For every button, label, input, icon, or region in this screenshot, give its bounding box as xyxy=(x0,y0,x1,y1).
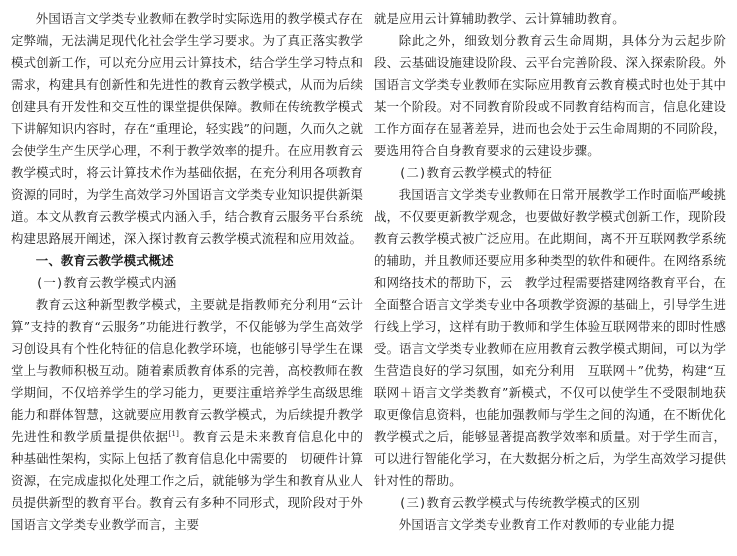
paragraph-features: 我国语言文学类专业教师在日常开展教学工作时面临严峻挑战，不仅要更新教学观念，也要做好教学模式创新工作，现阶段教育云教学模式被广泛应用。在此期间，离不开互联网教学系统的辅助，并且教师还要应用多种类型的软件和硬件。在网络系统和网络技术的帮助下，云 教学过程需要搭建网络教育平台，在全面整合语言文学类专业中各项教学资源的基础上，引导学生进行线上学习，这样有助于教师和学生体验互联网带来的即时性感受。语言文学类专业教师在应用教育云教学模式期间，可以为学生营造良好的学习氛围，如充分利用 互联网＋”优势，构建“互联网＋语言文学类教育”新模式，不仅可以使学生不受限制地获取更像信息资料，也能加强教师与学生之间的沟通，在不断优化教学模式之后，能够显著提高教学效率和质量。对于学生而言，可以进行智能化学习，在大数据分析之后，为学生高效学习提供针对性的帮助。 xyxy=(374,187,726,488)
subsection-3-heading: (三)教育云教学模式与传统教学模式的区别 xyxy=(398,495,640,510)
paragraph-education-cloud-definition xyxy=(11,294,376,536)
left-column xyxy=(11,8,376,536)
continued-paragraph: 就是应用云计算辅助教学、云计算辅助教育。 xyxy=(374,11,625,26)
paragraph-text: 教育云这种新型教学模式，主要就是指教师充分利用“云计算”支持的教育“云服务”功能进行教学，不仅能够为学生高效学习创设具有个性化特征的信息化教学环境，也能够引导学生在课堂上与教师积极互动。随着素质教育体系的完善，高校教师在教学期间，不仅培养学生的学习能力，更要注重培养学生高级思维能力和群体智慧，这就要应用教育云教学模式，为后续提升教学先进性和教学质量提供依据 xyxy=(11,297,363,444)
paragraph-differences: 外国语言文学类专业教育工作对教师的专业能力提 xyxy=(398,517,675,532)
subsection-1-heading: (一)教育云教学模式内涵 xyxy=(35,275,177,290)
paragraph-text: 。教育云是未来教育信息化中的 种基础性架构，实际上包括了教育信息化中需要的 切硬件计算资源，在完成虚拟化处理工作之后，就能够为学生和教育从业人员提供新型的教育平台。教育云有多种不同形式，现阶段对于外国语言文学类专业教学而言，主要 xyxy=(11,429,376,532)
citation-marker: [1] xyxy=(168,429,180,438)
right-column xyxy=(374,8,726,536)
section-1-heading: 一、教育云教学模式概述 xyxy=(35,253,174,268)
subsection-2-heading: (二)教育云教学模式的特征 xyxy=(398,165,552,180)
intro-paragraph: 外国语言文学类专业教师在教学时实际选用的教学模式存在 定弊端，无法满足现代化社会学生学习要求。为了真正落实教学模式创新工作，可以充分应用云计算技术，结合学生学习特点和需求，构建具有创新性和先进性的教育云教学模式，从而为后续创建具有开发性和交互性的课堂提供保障。教师在传统教学模式下讲解知识内容时，存在“重理论，轻实践”的问题，久而久之就会使学生产生厌学心理，不利于教学效率的提升。在应用教育云教学模式时，将云计算技术作为基础依据，在充分利用各项教育资源的同时，为学生高效学习外国语言文学类专业知识提供新渠道。本文从教育云教学模式内涵入手，结合教育云服务平台系统构建思路展开阐述，深入探讨教育云教学模式流程和应用效益。 xyxy=(11,11,376,246)
paragraph-lifecycle: 除此之外，细致划分教育云生命周期，具体分为云起步阶段、云基础设施建设阶段、云平台完善阶段、深入探索阶段。外国语言文学类专业教师在实际应用教育云教育模式时也处于其中某一个阶段。对不同教育阶段或不同教育结构而言，信息化建设工作方面存在显著差异，进而也会处于云生命周期的不同阶段，要选用符合自身教育要求的云建设步骤。 xyxy=(374,33,726,158)
